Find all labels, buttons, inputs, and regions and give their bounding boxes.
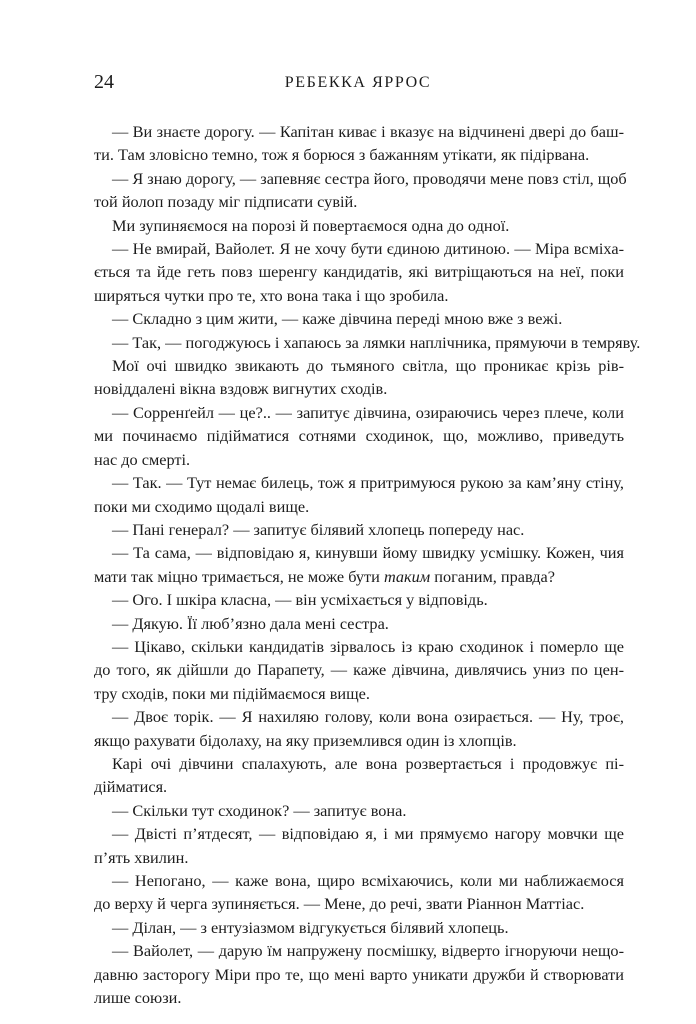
text-line: — Цікаво, скільки кандидатів зірвалось із краю сходинок і померло ще (112, 636, 624, 656)
paragraph (94, 307, 624, 330)
paragraph (94, 635, 624, 705)
text-line: — Пані генерал? — запитує білявий хлопець попереду нас. (112, 519, 525, 539)
text-line: — Ви знаєте дорогу. — Капітан киває і вказує на відчинені двері до баш- (112, 122, 624, 141)
text-line: ми починаємо підійматися сотнями сходинок, що, можливо, приведуть (94, 426, 624, 446)
text-line: до того, як дійшли до Парапету, — каже дівчина, дивлячись униз по цен- (94, 660, 624, 680)
text-line: п’ять хвилин. (94, 847, 189, 867)
text-line: — Я знаю дорогу, — запевняє сестра його, проводячи мене повз стіл, щоб (112, 168, 627, 188)
text-line: поки ми сходимо щодалі вище. (94, 496, 310, 516)
text-line: — Сорренґейл — це?.. — запитує дівчина, озираючись через плече, коли (112, 402, 624, 422)
text-line (94, 565, 624, 588)
text-line: тру сходів, поки ми підіймаємося вище. (94, 683, 370, 703)
running-title: РЕБЕККА ЯРРОС (284, 74, 432, 91)
paragraph (94, 869, 624, 916)
paragraph (94, 354, 624, 401)
text-line: — Не вмирай, Вайолет. Я не хочу бути єдиною дитиною. — Міра всміха- (112, 239, 624, 259)
paragraph (94, 939, 624, 1009)
paragraph (94, 705, 624, 752)
text-line: ти. Там зловісно темно, тож я борюся з бажанням утікати, як підірвана. (94, 145, 590, 165)
text-line: дійматися. (94, 777, 168, 797)
paragraph (94, 822, 624, 869)
paragraph (94, 541, 624, 588)
paragraph (94, 167, 627, 214)
text-line: якщо рахувати бідолаху, на яку приземлився один із хлопців. (94, 730, 517, 750)
text-line: — Ділан, — з ентузіазмом відгукується білявий хлопець. (112, 917, 509, 937)
paragraph (94, 401, 624, 471)
italic-word: таким (383, 566, 431, 586)
text-line: — Дякую. Її люб’язно дала мені сестра. (112, 613, 389, 633)
text-line: давню засторогу Міри про те, що мені варто уникати дружби й створювати (94, 964, 624, 984)
text-line: — Ого. І шкіра класна, — він усміхається у відповідь. (112, 590, 488, 610)
text-line: — Непогано, — каже вона, щиро всміхаючись, коли ми наближаємося (112, 871, 624, 890)
text-line: — Складно з цим жити, — каже дівчина переді мною вже з вежі. (112, 309, 563, 329)
text-line: до верху й черга зупиняється. — Мене, до речі, звати Ріаннон Маттіас. (94, 894, 585, 914)
text-line: нас до смерті. (94, 449, 191, 469)
text-line: — Так, — погоджуюсь і хапаюсь за лямки наплічника, прямуючи в темряву. (112, 332, 641, 352)
paragraph (94, 518, 624, 541)
text-line: Ми зупиняємося на порозі й повертаємося одна до одної. (112, 215, 510, 235)
paragraph (94, 612, 624, 635)
paragraph (94, 214, 624, 237)
text-line: — Двоє торік. — Я нахиляю голову, коли вона озирається. — Ну, троє, (112, 707, 624, 727)
paragraph (94, 799, 624, 822)
page-number: 24 (94, 71, 114, 93)
running-header (94, 70, 622, 94)
text-line: новіддалені вікна вздовж вигнутих сходів. (94, 379, 388, 399)
paragraph (94, 331, 641, 354)
text-line: — Двісті п’ятдесят, — відповідаю я, і ми прямуємо нагору мовчки ще (112, 824, 624, 844)
paragraph (94, 588, 624, 611)
text-segment: мати так міцно тримається, не може бути (94, 566, 384, 586)
text-line: лише союзи. (94, 988, 182, 1008)
text-line: той йолоп позаду міг підписати сувій. (94, 192, 358, 212)
text-line: — Вайолет, — дарую їм напружену посмішку, відверто ігноруючи нещо- (112, 941, 624, 961)
text-line: — Та сама, — відповідаю я, кинувши йому швидку усмішку. Кожен, чия (112, 543, 624, 563)
text-line: — Так. — Тут немає билець, тож я притримуюся рукою за кам’яну стіну, (112, 473, 624, 493)
paragraph (94, 916, 624, 939)
paragraph (94, 237, 624, 307)
body-text (94, 120, 641, 1009)
text-line: Мої очі швидко звикають до тьмяного світла, що проникає крізь рів- (112, 356, 624, 376)
text-line: ється та йде геть повз шеренгу кандидатів, які витріщаються на неї, поки (94, 262, 624, 282)
text-line: ширяться чутки про те, хто вона така і що зробила. (94, 285, 449, 305)
paragraph (94, 120, 624, 167)
text-line: Карі очі дівчини спалахують, але вона розвертається і продовжує пі- (112, 753, 624, 773)
text-line: — Скільки тут сходинок? — запитує вона. (112, 800, 407, 820)
text-segment: поганим, правда? (430, 566, 555, 586)
paragraph (94, 752, 624, 799)
paragraph (94, 471, 624, 518)
